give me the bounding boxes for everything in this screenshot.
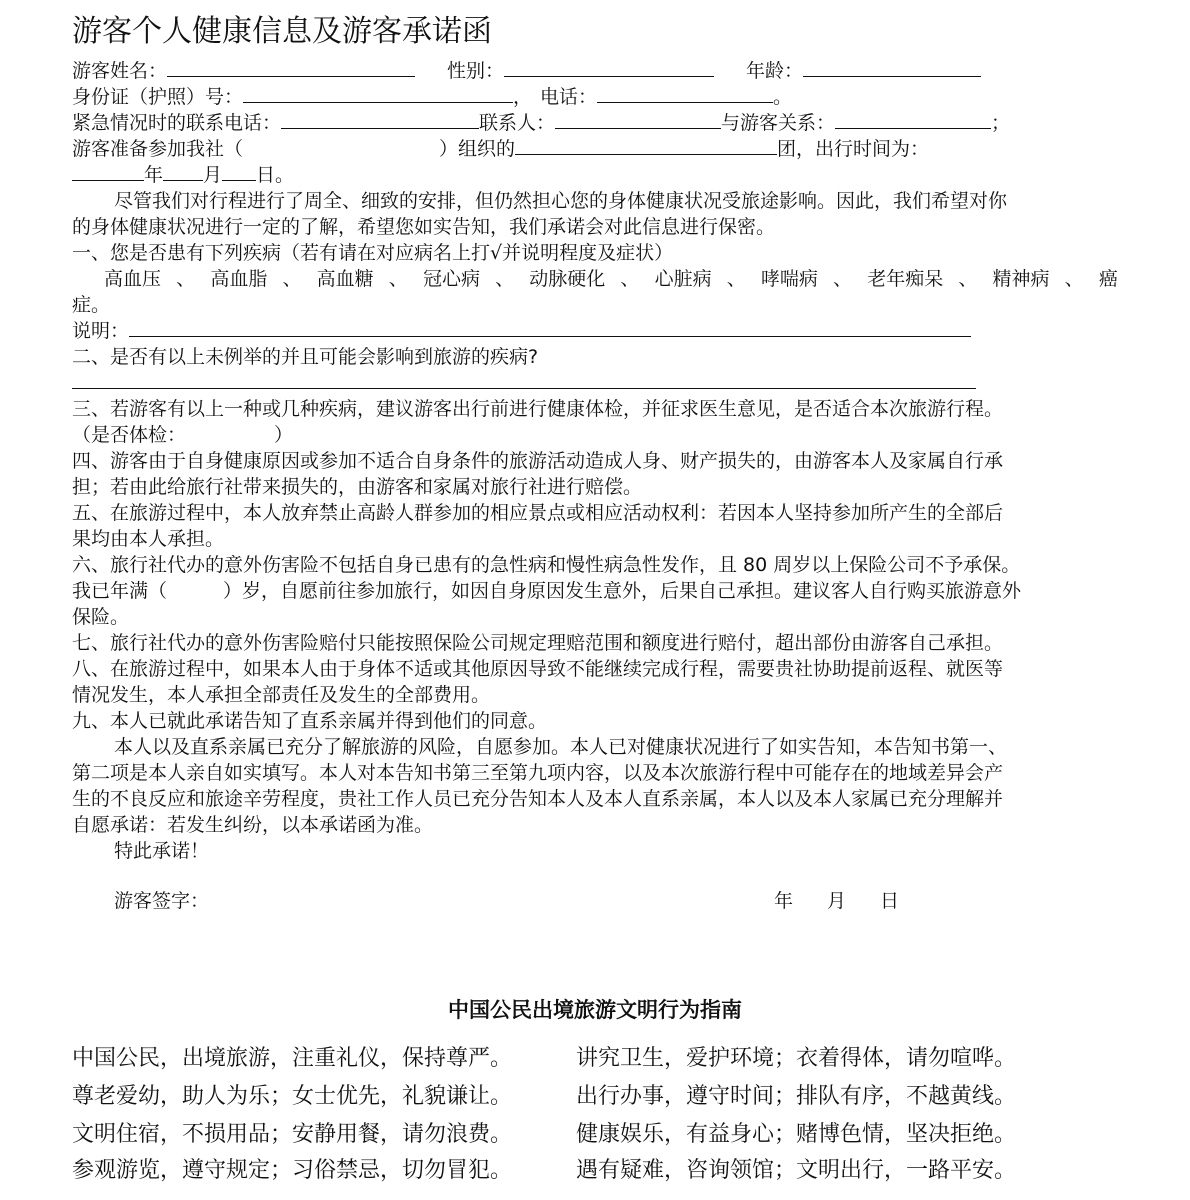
name-blank[interactable] xyxy=(167,58,415,77)
pledge-paragraph-4: 自愿承诺：若发生纠纷，以本承诺函为准。 xyxy=(72,814,434,836)
question-2-blank[interactable] xyxy=(72,370,976,389)
disease-list-end: 症。 xyxy=(72,294,111,316)
gender-label: 性别： xyxy=(447,60,505,82)
question-3: 三、若游客有以上一种或几种疾病，建议游客出行前进行健康体检，并征求医生意见，是否适合本次旅游行程。 xyxy=(72,398,1004,420)
disease-separator: 、 xyxy=(833,268,853,290)
contact-label: 联系人： xyxy=(479,112,556,134)
explain-blank[interactable] xyxy=(129,318,971,337)
disease-separator: 、 xyxy=(726,268,746,290)
pledge-closing: 特此承诺！ xyxy=(114,840,210,862)
guide-line: 尊老爱幼，助人为乐；女士优先，礼貌谦让。 xyxy=(72,1084,513,1109)
question-6-line-1: 六、旅行社代办的意外伤害险不包括自身已患有的急性病和慢性病急性发作，且 80 周岁以上保险公司不予承保。 xyxy=(72,554,1021,576)
guide-line: 出行办事，遵守时间；排队有序，不越黄线。 xyxy=(576,1084,1017,1109)
disease-list xyxy=(104,266,1118,292)
age-declare-text: ）岁，自愿前往参加旅行，如因自身原因发生意外，后果自己承担。建议客人自行购买旅游意外 xyxy=(223,580,1022,602)
sign-year: 年 xyxy=(774,890,794,912)
question-8-line-1: 八、在旅游过程中，如果本人由于身体不适或其他原因导致不能继续完成行程，需要贵社协助提前返程、就医等 xyxy=(72,658,1004,680)
month-label: 月 xyxy=(203,164,223,186)
disease-item[interactable]: 老年痴呆 xyxy=(867,268,944,290)
explain-label: 说明： xyxy=(72,320,130,342)
disease-separator: 、 xyxy=(958,268,978,290)
disease-item[interactable]: 高血脂 xyxy=(210,268,268,290)
pledge-paragraph-2: 第二项是本人亲自如实填写。本人对本告知书第三至第九项内容，以及本次旅游行程中可能存在的地域差异会产 xyxy=(72,762,1004,784)
personal-info-line xyxy=(72,58,981,84)
guide-line: 文明住宿，不损用品；安静用餐，请勿浪费。 xyxy=(72,1122,513,1147)
intro-line-1: 尽管我们对行程进行了周全、细致的安排，但仍然担心您的身体健康状况受旅途影响。因此，我们希望对你 xyxy=(114,190,1008,212)
disease-item[interactable]: 冠心病 xyxy=(422,268,480,290)
explain-line xyxy=(72,318,971,344)
question-3-checkup xyxy=(72,422,293,448)
group-label: 团，出行时间为： xyxy=(777,138,930,160)
checkup-close: ） xyxy=(274,424,294,446)
relation-label: 与游客关系： xyxy=(721,112,836,134)
guide-line: 遇有疑难，咨询领馆；文明出行，一路平安。 xyxy=(576,1158,1017,1183)
question-9: 九、本人已就此承诺告知了直系亲属并得到他们的同意。 xyxy=(72,710,548,732)
travel-day-blank[interactable] xyxy=(222,162,256,181)
guide-title: 中国公民出境旅游文明行为指南 xyxy=(448,998,742,1022)
id-phone-line xyxy=(72,84,792,110)
document-title: 游客个人健康信息及游客承诺函 xyxy=(72,14,492,49)
travel-date-line xyxy=(72,162,294,188)
agency-line xyxy=(72,136,929,162)
sign-day: 日 xyxy=(880,890,900,912)
emergency-phone-blank[interactable] xyxy=(281,110,479,129)
question-4-line-1: 四、游客由于自身健康原因或参加不适合自身条件的旅游活动造成人身、财产损失的，由游客本人及家属自行承 xyxy=(72,450,1004,472)
comma: ， xyxy=(513,86,533,108)
disease-item[interactable]: 高血糖 xyxy=(316,268,374,290)
year-label: 年 xyxy=(144,164,164,186)
signature-area[interactable] xyxy=(300,888,740,915)
gender-blank[interactable] xyxy=(504,58,714,77)
disease-separator: 、 xyxy=(388,268,408,290)
question-2: 二、是否有以上未例举的并且可能会影响到旅游的疾病? xyxy=(72,346,539,368)
travel-month-blank[interactable] xyxy=(163,162,203,181)
guide-line: 讲究卫生，爱护环境；衣着得体，请勿喧哗。 xyxy=(576,1046,1017,1071)
question-5-line-2: 果均由本人承担。 xyxy=(72,528,225,550)
intro-line-2: 的身体健康状况进行一定的了解，希望您如实告知，我们承诺会对此信息进行保密。 xyxy=(72,216,776,238)
guide-line: 参观游览，遵守规定；习俗禁忌，切勿冒犯。 xyxy=(72,1158,513,1183)
organized-label: ）组织的 xyxy=(439,138,516,160)
name-label: 游客姓名： xyxy=(72,60,168,82)
disease-separator: 、 xyxy=(282,268,302,290)
semicolon: ； xyxy=(991,112,1011,134)
sign-month: 月 xyxy=(827,890,847,912)
period: 。 xyxy=(773,86,793,108)
disease-item[interactable]: 动脉硬化 xyxy=(529,268,606,290)
agency-label: 游客准备参加我社（ xyxy=(72,138,244,160)
group-blank[interactable] xyxy=(515,136,777,155)
age-declare-label: 我已年满（ xyxy=(72,580,168,602)
pledge-paragraph-3: 生的不良反应和旅途辛劳程度，贵社工作人员已充分告知本人及本人直系亲属，本人以及本人家属已充分理解并 xyxy=(72,788,1004,810)
guide-line: 中国公民，出境旅游，注重礼仪，保持尊严。 xyxy=(72,1046,513,1071)
relation-blank[interactable] xyxy=(835,110,991,129)
disease-item[interactable]: 心脏病 xyxy=(654,268,712,290)
pledge-paragraph-1: 本人以及直系亲属已充分了解旅游的风险，自愿参加。本人已对健康状况进行了如实告知，本告知书第一、 xyxy=(114,736,1008,758)
age-label: 年龄： xyxy=(746,60,804,82)
question-2-answer-line xyxy=(72,370,976,396)
id-label: 身份证（护照）号： xyxy=(72,86,244,108)
disease-item[interactable]: 精神病 xyxy=(992,268,1050,290)
contact-blank[interactable] xyxy=(555,110,721,129)
question-8-line-2: 情况发生，本人承担全部责任及发生的全部费用。 xyxy=(72,684,491,706)
signature-date xyxy=(774,888,899,914)
disease-item[interactable]: 哮喘病 xyxy=(760,268,818,290)
day-label: 日。 xyxy=(256,164,295,186)
guide-line: 健康娱乐，有益身心；赌博色情，坚决拒绝。 xyxy=(576,1122,1017,1147)
phone-label: 电话： xyxy=(540,86,598,108)
phone-blank[interactable] xyxy=(597,84,773,103)
question-5-line-1: 五、在旅游过程中，本人放弃禁止高龄人群参加的相应景点或相应活动权利：若因本人坚持参加所产生的全部后 xyxy=(72,502,1004,524)
emergency-line xyxy=(72,110,1010,136)
disease-item[interactable]: 癌 xyxy=(1098,268,1118,290)
checkup-label: （是否体检： xyxy=(72,424,187,446)
question-6-line-3: 保险。 xyxy=(72,606,130,628)
disease-item[interactable]: 高血压 xyxy=(104,268,162,290)
question-7: 七、旅行社代办的意外伤害险赔付只能按照保险公司规定理赔范围和额度进行赔付，超出部份由游客自己承担。 xyxy=(72,632,1004,654)
question-4-line-2: 担；若由此给旅行社带来损失的，由游客和家属对旅行社进行赔偿。 xyxy=(72,476,643,498)
emergency-phone-label: 紧急情况时的联系电话： xyxy=(72,112,282,134)
signature-label: 游客签字： xyxy=(114,890,210,912)
disease-separator: 、 xyxy=(495,268,515,290)
id-blank[interactable] xyxy=(243,84,513,103)
disease-separator: 、 xyxy=(1064,268,1084,290)
question-1: 一、您是否患有下列疾病（若有请在对应病名上打√并说明程度及症状） xyxy=(72,242,674,264)
age-blank[interactable] xyxy=(803,58,981,77)
disease-separator: 、 xyxy=(620,268,640,290)
travel-year-blank[interactable] xyxy=(72,162,144,181)
disease-separator: 、 xyxy=(176,268,196,290)
question-6-line-2 xyxy=(72,578,1021,604)
